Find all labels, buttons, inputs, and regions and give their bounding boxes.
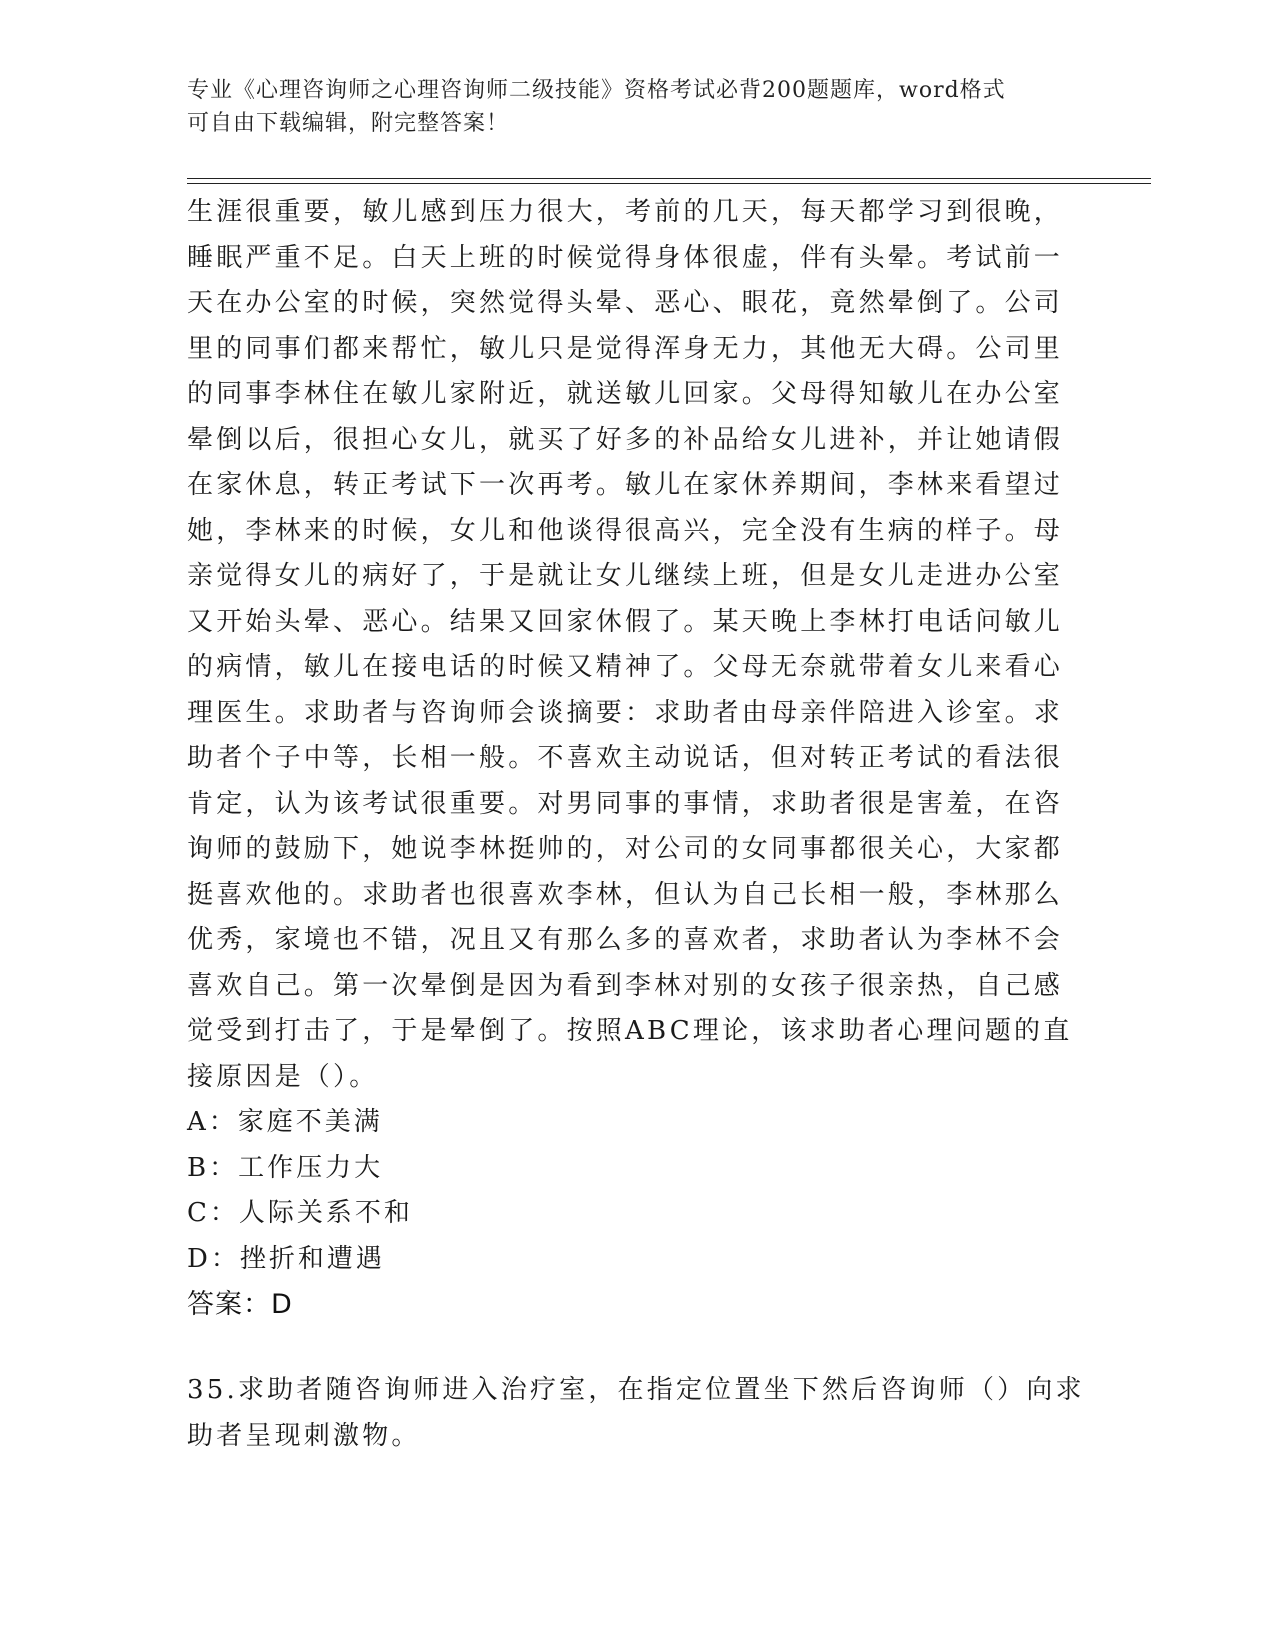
question-text-line: 助者个子中等，长相一般。不喜欢主动说话，但对转正考试的看法很: [187, 743, 1064, 773]
option-a: A：家庭不美满: [187, 1107, 383, 1137]
question-text-line: 肯定，认为该考试很重要。对男同事的事情，求助者很是害羞，在咨: [187, 788, 1064, 819]
question-text-line: 在家休息，转正考试下一次再考。敏儿在家休养期间，李林来看望过: [187, 470, 1064, 500]
header-rule-top: [187, 178, 1151, 179]
document-header: [187, 74, 1067, 140]
answer-label: 答案：D: [187, 1289, 293, 1320]
question-text-line: 生涯很重要，敏儿感到压力很大，考前的几天，每天都学习到很晚，: [187, 197, 1064, 227]
question-text-line: 询师的鼓励下，她说李林挺帅的，对公司的女同事都很关心，大家都: [187, 834, 1064, 864]
question-text-line: 接原因是（）。: [187, 1061, 379, 1092]
header-line: 专业《心理咨询师之心理咨询师二级技能》资格考试必背200题题库，word格式: [187, 78, 1006, 103]
question-text-line: 优秀，家境也不错，况且又有那么多的喜欢者，求助者认为李林不会: [187, 925, 1064, 955]
question-text-line: 亲觉得女儿的病好了，于是就让女儿继续上班，但是女儿走进办公室: [187, 561, 1064, 591]
option-d: D：挫折和遭遇: [187, 1243, 385, 1274]
question-text-line: 又开始头晕、恶心。结果又回家休假了。某天晚上李林打电话问敏儿: [187, 606, 1064, 637]
question-text-line: 喜欢自己。第一次晕倒是因为看到李林对别的女孩子很亲热，自己感: [187, 970, 1064, 1001]
question-text-line: 挺喜欢他的。求助者也很喜欢李林，但认为自己长相一般，李林那么: [187, 879, 1064, 910]
question-text-line: 的同事李林住在敏儿家附近，就送敏儿回家。父母得知敏儿在办公室: [187, 379, 1064, 409]
question-text-line: 的病情，敏儿在接电话的时候又精神了。父母无奈就带着女儿来看心: [187, 652, 1064, 682]
option-b: B：工作压力大: [187, 1152, 384, 1183]
header-rule-bottom: [187, 183, 1151, 184]
question-text-line: 晕倒以后，很担心女儿，就买了好多的补品给女儿进补，并让她请假: [187, 424, 1064, 455]
next-question-line: 35.求助者随咨询师进入治疗室，在指定位置坐下然后咨询师（）向求: [187, 1375, 1085, 1405]
question-block: [187, 190, 1073, 1328]
question-text-line: 理医生。求助者与咨询师会谈摘要：求助者由母亲伴陪进入诊室。求: [187, 697, 1064, 728]
question-text-line: 她，李林来的时候，女儿和他谈得很高兴，完全没有生病的样子。母: [187, 515, 1064, 546]
next-question-line: 助者呈现刺激物。: [187, 1421, 421, 1451]
question-text-line: 天在办公室的时候，突然觉得头晕、恶心、眼花，竟然晕倒了。公司: [187, 288, 1064, 318]
header-line: 可自由下载编辑，附完整答案！: [187, 111, 510, 136]
question-text-line: 睡眠严重不足。白天上班的时候觉得身体很虚，伴有头晕。考试前一: [187, 242, 1064, 273]
option-c: C：人际关系不和: [187, 1198, 413, 1228]
question-text-line: 觉受到打击了，于是晕倒了。按照ABC理论，该求助者心理问题的直: [187, 1016, 1073, 1046]
question-text-line: 里的同事们都来帮忙，敏儿只是觉得浑身无力，其他无大碍。公司里: [187, 333, 1064, 364]
next-question-block: [187, 1367, 1087, 1459]
